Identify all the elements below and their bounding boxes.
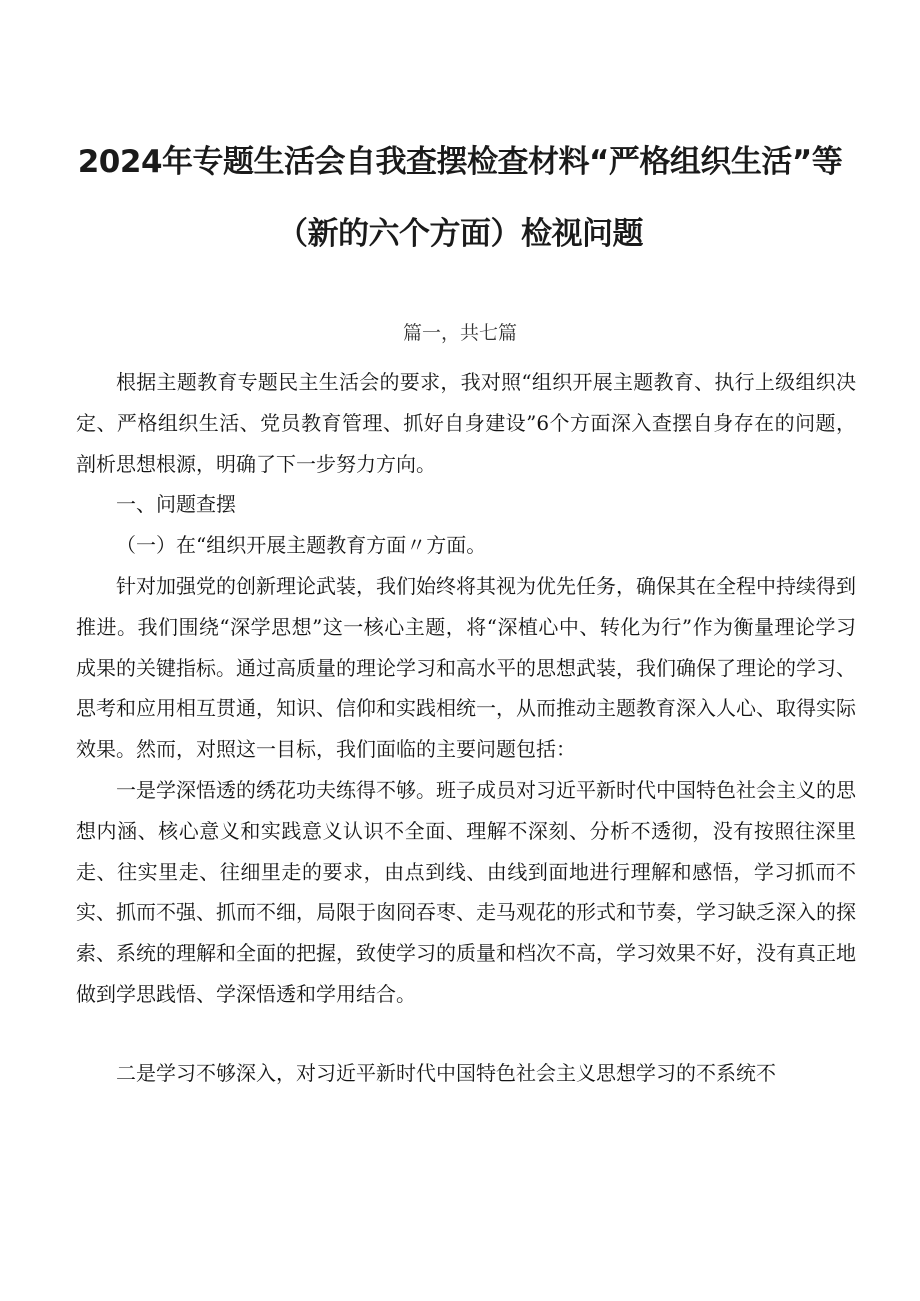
document-title-line-2: （新的六个方面）检视问题 [277, 216, 643, 252]
intro-paragraph: 根据主题教育专题民主生活会的要求，我对照“组织开展主题教育、执行上级组织决定、严格组织生活、党员教育管理、抓好自身建设”6个方面深入查摆自身存在的问题，剖析思想根源，明确了下一步努力方向。 [76, 370, 856, 476]
document-title-line-1: 2024年专题生活会自我查摆检查材料“严格组织生活”等 [77, 144, 843, 180]
section-subtitle: 篇一，共七篇 [402, 322, 517, 344]
subsection-heading: （一）在“组织开展主题教育方面〃方面。 [116, 533, 487, 558]
document-body [76, 362, 856, 1094]
problem-two-paragraph: 二是学习不够深入，对习近平新时代中国特色社会主义思想学习的不系统不 [116, 1060, 776, 1085]
section-heading: 一、问题查摆 [116, 492, 236, 517]
problem-one-paragraph: 一是学深悟透的绣花功夫练得不够。班子成员对习近平新时代中国特色社会主义的思想内涵、核心意义和实践意义认识不全面、理解不深刻、分析不透彻，没有按照往深里走、往实里走、往细里走的要求，由点到线、由线到面地进行理解和感悟，学习抓而不实、抓而不强、抓而不细，局限于囱冏吞枣、走马观花的形式和节奏，学习缺乏深入的探索、系统的理解和全面的把握，致使学习的质量和档次不高，学习效果不好，没有真正地做到学思践悟、学深悟透和学用结合。 [76, 777, 856, 1006]
body-paragraph: 针对加强党的创新理论武装，我们始终将其视为优先任务，确保其在全程中持续得到推进。我们围绕“深学思想”这一核心主题，将“深植心中、转化为行”作为衡量理论学习成果的关键指标。通过高质量的理论学习和高水平的思想武装，我们确保了理论的学习、思考和应用相互贯通，知识、信仰和实践相统一，从而推动主题教育深入人心、取得实际效果。然而，对照这一目标，我们面临的主要问题包括： [76, 573, 856, 762]
